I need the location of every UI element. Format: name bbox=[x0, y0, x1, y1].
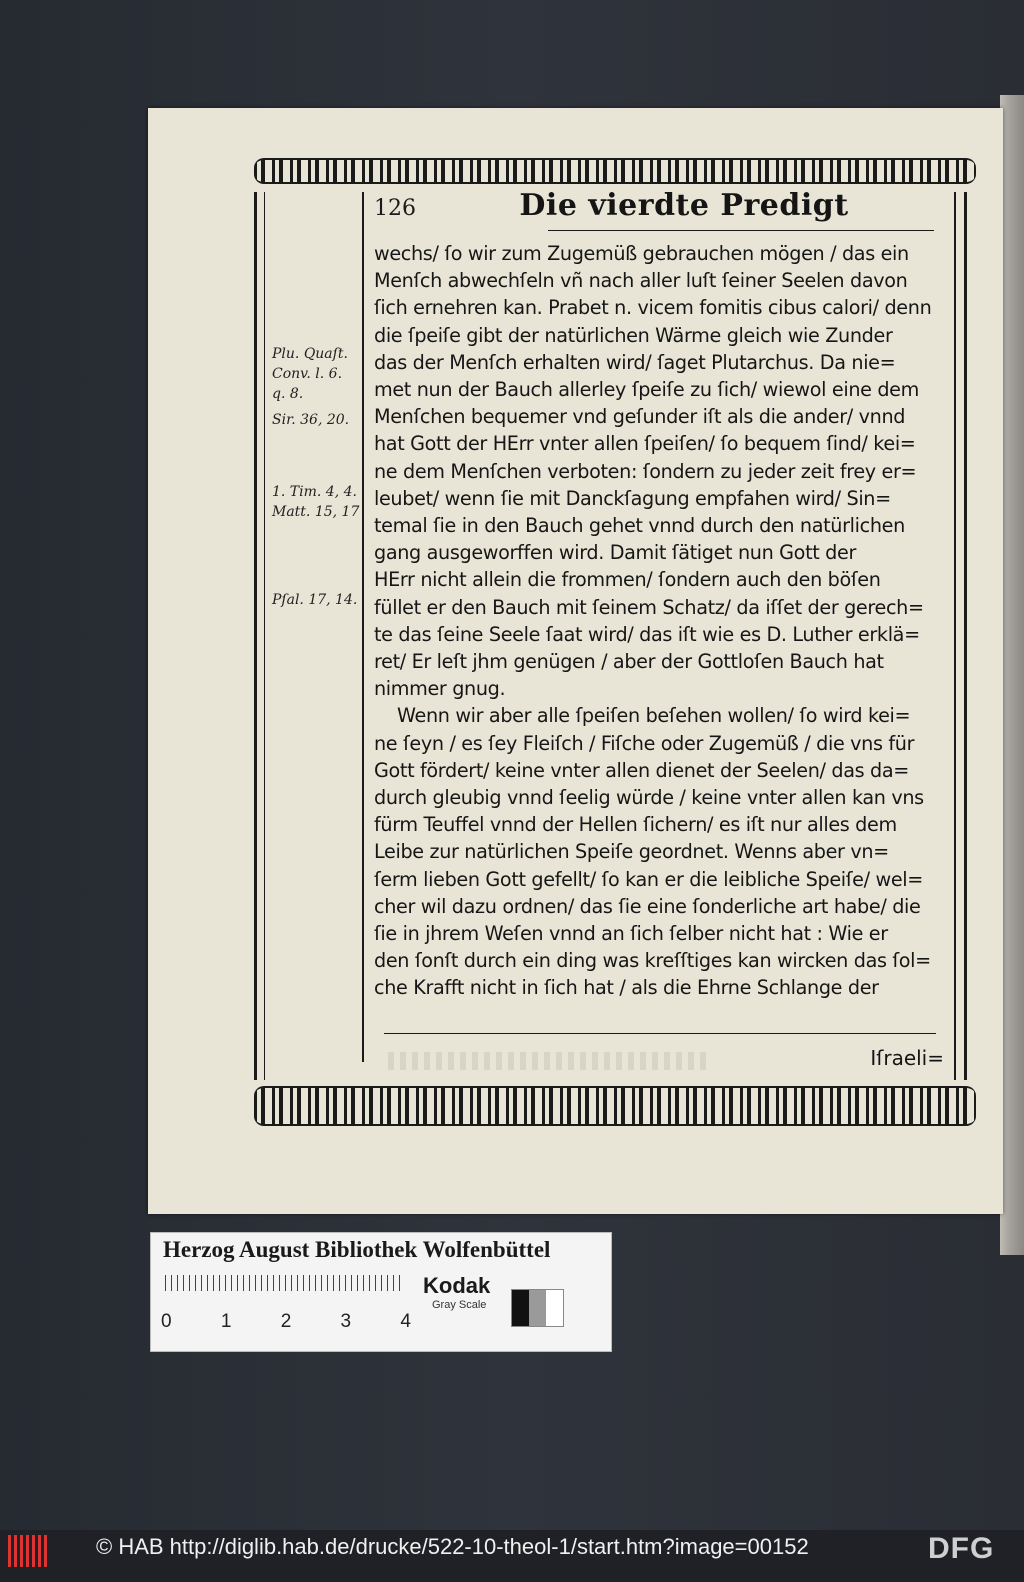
text-line: Menſch abwechſeln vñ nach aller luſt ſeiner Seelen davon bbox=[374, 269, 908, 293]
text-line: nimmer gnug. bbox=[374, 677, 506, 701]
copyright-url[interactable]: © HAB http://diglib.hab.de/drucke/522-10-theol-1/start.htm?image=00152 bbox=[96, 1534, 809, 1559]
text-line: wechs/ ſo wir zum Zugemüß gebrauchen mögen / das ein bbox=[374, 242, 909, 265]
text-line: ſie in jhrem Weſen vnnd an ſich ſelber nicht hat : Wie er bbox=[374, 922, 888, 946]
book-page bbox=[148, 108, 1003, 1214]
text-line: ret/ Er leſt jhm genügen / aber der Gottloſen Bauch hat bbox=[374, 650, 884, 674]
text-line: met nun der Bauch allerley ſpeiſe zu ſich/ wiewol eine dem bbox=[374, 378, 919, 402]
text-bottom-rule bbox=[384, 1033, 936, 1034]
text-line: leubet/ wenn ſie mit Danckſagung empfahen wird/ Sin= bbox=[374, 486, 891, 510]
ornamental-border-top bbox=[254, 158, 976, 184]
frame-rule-left-outer bbox=[254, 192, 257, 1080]
ruler-ticks bbox=[165, 1275, 403, 1302]
margin-note: Pſal. 17, 14. bbox=[272, 592, 358, 608]
margin-column-rule bbox=[362, 192, 364, 1062]
text-line: füllet er den Bauch mit ſeinem Schatz/ da iſſet der gerech= bbox=[374, 595, 924, 619]
ruler-number: 4 bbox=[400, 1311, 411, 1332]
color-calibration-card bbox=[150, 1232, 612, 1352]
ruler-number: 2 bbox=[280, 1311, 292, 1332]
text-line: hat Gott der HErr vnter allen ſpeiſen/ ſo bequem ſind/ kei= bbox=[374, 432, 916, 456]
glass-plate-edge bbox=[1000, 95, 1024, 1255]
margin-note: Plu. Quaſt. Conv. l. 6. q. 8. bbox=[272, 346, 348, 402]
page-number: 126 bbox=[374, 196, 416, 221]
bleed-through-text bbox=[388, 1052, 708, 1070]
text-line: Leibe zur natürlichen Speiſe geordnet. Wenns aber vn= bbox=[374, 840, 889, 864]
swatch-gray bbox=[529, 1290, 546, 1326]
text-line: che Krafft nicht in ſich hat / als die Ehrne Schlange der bbox=[374, 976, 879, 1000]
gray-scale-label: Gray Scale bbox=[432, 1299, 487, 1311]
text-line: temal ſie in den Bauch gehet vnnd durch den natürlichen bbox=[374, 514, 905, 538]
text-line: Menſchen bequemer vnd geſunder iſt als die ander/ vnnd bbox=[374, 405, 906, 429]
catchword: Iſraeli= bbox=[870, 1046, 944, 1070]
frame-rule-right-outer bbox=[964, 192, 967, 1080]
text-line: te das ſeine Seele ſaat wird/ das iſt wie es D. Luther erklä= bbox=[374, 622, 920, 646]
text-line: ſich ernehren kan. Prabet n. vicem fomitis cibus calori/ denn bbox=[374, 296, 932, 320]
margin-note: 1. Tim. 4, 4. Matt. 15, 17 bbox=[272, 484, 360, 520]
text-line: durch gleubig vnnd ſeelig würde / keine vnter allen kan vns bbox=[374, 786, 924, 810]
text-line: Wenn wir aber alle ſpeiſen beſehen wollen/ ſo wird kei= bbox=[374, 704, 911, 728]
margin-note: Sir. 36, 20. bbox=[272, 412, 350, 428]
text-line: Gott fördert/ keine vnter allen dienet der Seelen/ das da= bbox=[374, 758, 909, 782]
text-line: ſerm lieben Gott gefellt/ ſo kan er die leibliche Speiſe/ wel= bbox=[374, 867, 923, 891]
text-line: gang ausgeworffen wird. Damit ſätiget nun Gott der bbox=[374, 541, 856, 565]
text-line: ne dem Menſchen verboten: ſondern zu jeder zeit frey er= bbox=[374, 459, 917, 483]
body-text bbox=[374, 240, 944, 1002]
frame-rule-right-inner bbox=[954, 192, 956, 1080]
scale-ruler bbox=[165, 1275, 403, 1309]
text-line: cher wil dazu ordnen/ das ſie eine ſonderliche art habe/ die bbox=[374, 894, 921, 918]
page-header bbox=[374, 188, 944, 232]
dfg-logo: DFG bbox=[928, 1532, 995, 1565]
text-line: HErr nicht allein die frommen/ ſondern auch den böſen bbox=[374, 568, 881, 592]
ruler-numbers bbox=[161, 1311, 411, 1333]
swatch-black bbox=[512, 1290, 529, 1326]
ruler-number: 1 bbox=[220, 1311, 232, 1332]
running-head: Die vierdte Predigt bbox=[519, 188, 849, 223]
frame-rule-left-inner bbox=[264, 192, 265, 1080]
text-line: die ſpeiſe gibt der natürlichen Wärme gleich wie Zunder bbox=[374, 323, 893, 347]
library-name: Herzog August Bibliothek Wolfenbüttel bbox=[163, 1237, 551, 1262]
kodak-logo: Kodak bbox=[423, 1273, 491, 1298]
hab-logo-icon bbox=[8, 1535, 50, 1567]
ruler-number: 3 bbox=[340, 1311, 352, 1332]
text-line: ne ſeyn / es ſey Fleiſch / Fiſche oder Zugemüß / die vns für bbox=[374, 731, 915, 755]
text-line: fürm Teuffel vnnd der Hellen ſichern/ es iſt nur alles dem bbox=[374, 813, 897, 837]
ruler-number: 0 bbox=[161, 1311, 172, 1332]
ornamental-border-bottom bbox=[254, 1086, 976, 1126]
text-line: den ſonſt durch ein ding was kreſſtiges kan wircken das ſol= bbox=[374, 949, 931, 973]
gray-scale-swatches bbox=[511, 1289, 564, 1327]
text-line: das der Menſch erhalten wird/ ſaget Plutarchus. Da nie= bbox=[374, 350, 896, 374]
swatch-white bbox=[546, 1290, 563, 1326]
